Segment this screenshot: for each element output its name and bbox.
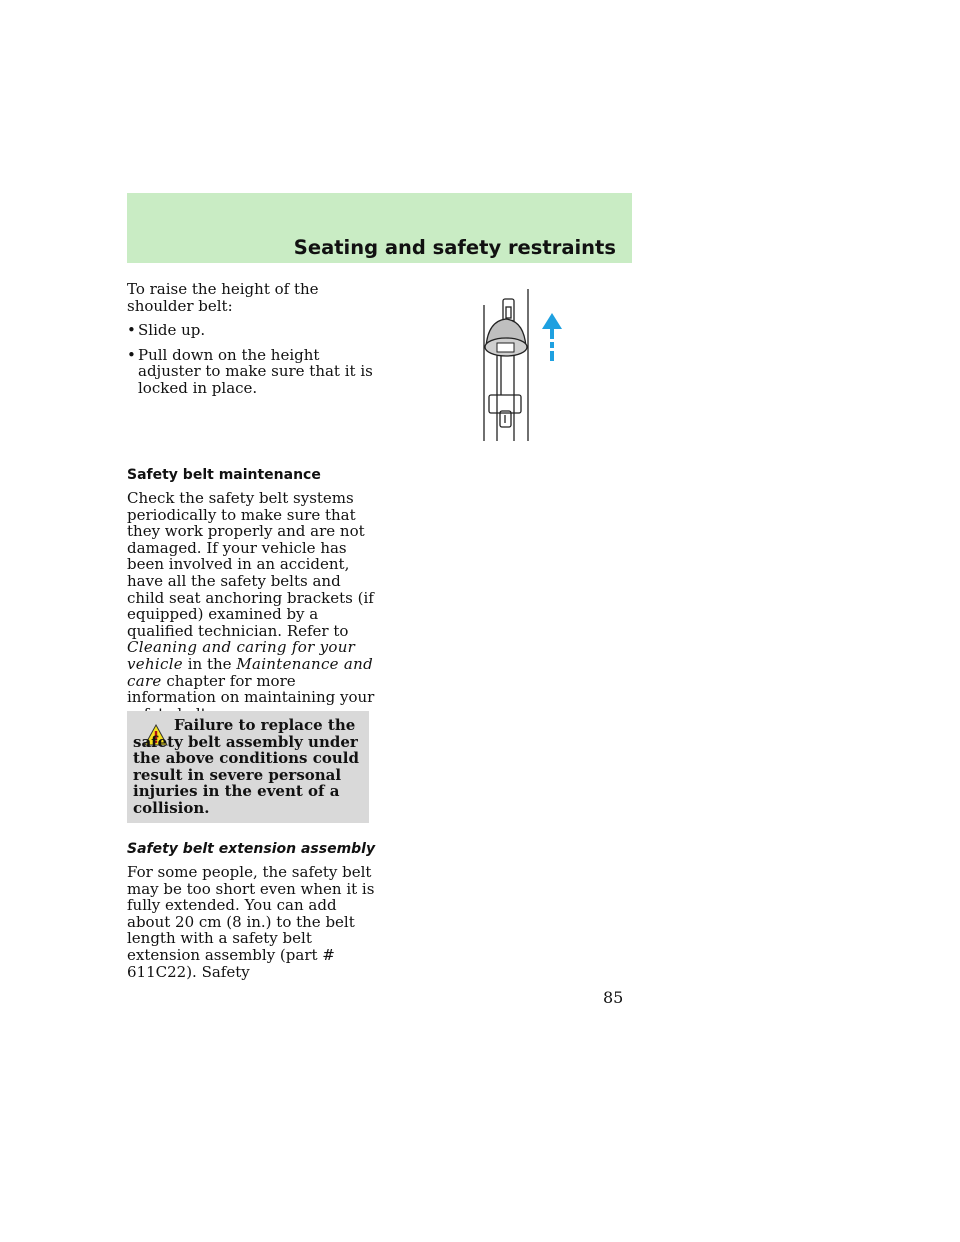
- warning-box: [127, 711, 369, 823]
- warning-text-block: [133, 717, 369, 817]
- section-header-band: [127, 193, 632, 263]
- page-number: 85: [603, 988, 624, 1007]
- intro-text: To raise the height of the shoulder belt:: [127, 280, 319, 315]
- arrow-up-icon: [542, 313, 562, 361]
- step-text: Pull down on the height adjuster to make sure that it is locked in place.: [138, 345, 373, 397]
- warning-text: Failure to replace the safety belt assembly under the above conditions could result in severe personal injuries in the event of a collision.: [133, 716, 359, 817]
- bullet-icon: •: [127, 321, 136, 340]
- step-text: Slide up.: [138, 321, 206, 340]
- section-title: Seating and safety restraints: [293, 236, 616, 259]
- extension-paragraph: For some people, the safety belt may be too short even when it is fully extended. You can add about 20 cm (8 in.) to the belt length with a safety belt extension assembly (part # 611C22). Safety: [127, 863, 375, 981]
- height-adjuster-illustration: [478, 285, 568, 443]
- extension-section: [127, 841, 379, 980]
- maintenance-text-mid: in the: [182, 654, 237, 673]
- maintenance-text-end: chapter for more information on maintaining your: [127, 671, 375, 707]
- list-item: [127, 347, 379, 397]
- list-item: [127, 322, 379, 339]
- maintenance-heading: Safety belt maintenance: [127, 467, 321, 483]
- cleaning-reference: Cleaning and caring for your vehicle: [127, 638, 356, 673]
- extension-heading: Safety belt extension assembly: [127, 841, 376, 857]
- maintenance-text-start: Check the safety belt systems periodically to make sure that they work properly and are not damaged. If your vehicle has been involved in an accident, have all the safety belts and child seat anchoring brackets (if equipped) examined by a qualified technician. Refer to: [127, 489, 374, 640]
- maintenance-paragraph: [127, 490, 379, 722]
- maintenance-reference: Maintenance and care: [127, 654, 373, 690]
- bullet-icon: •: [127, 345, 136, 364]
- maintenance-section: [127, 467, 379, 722]
- height-adjust-section: [127, 281, 379, 397]
